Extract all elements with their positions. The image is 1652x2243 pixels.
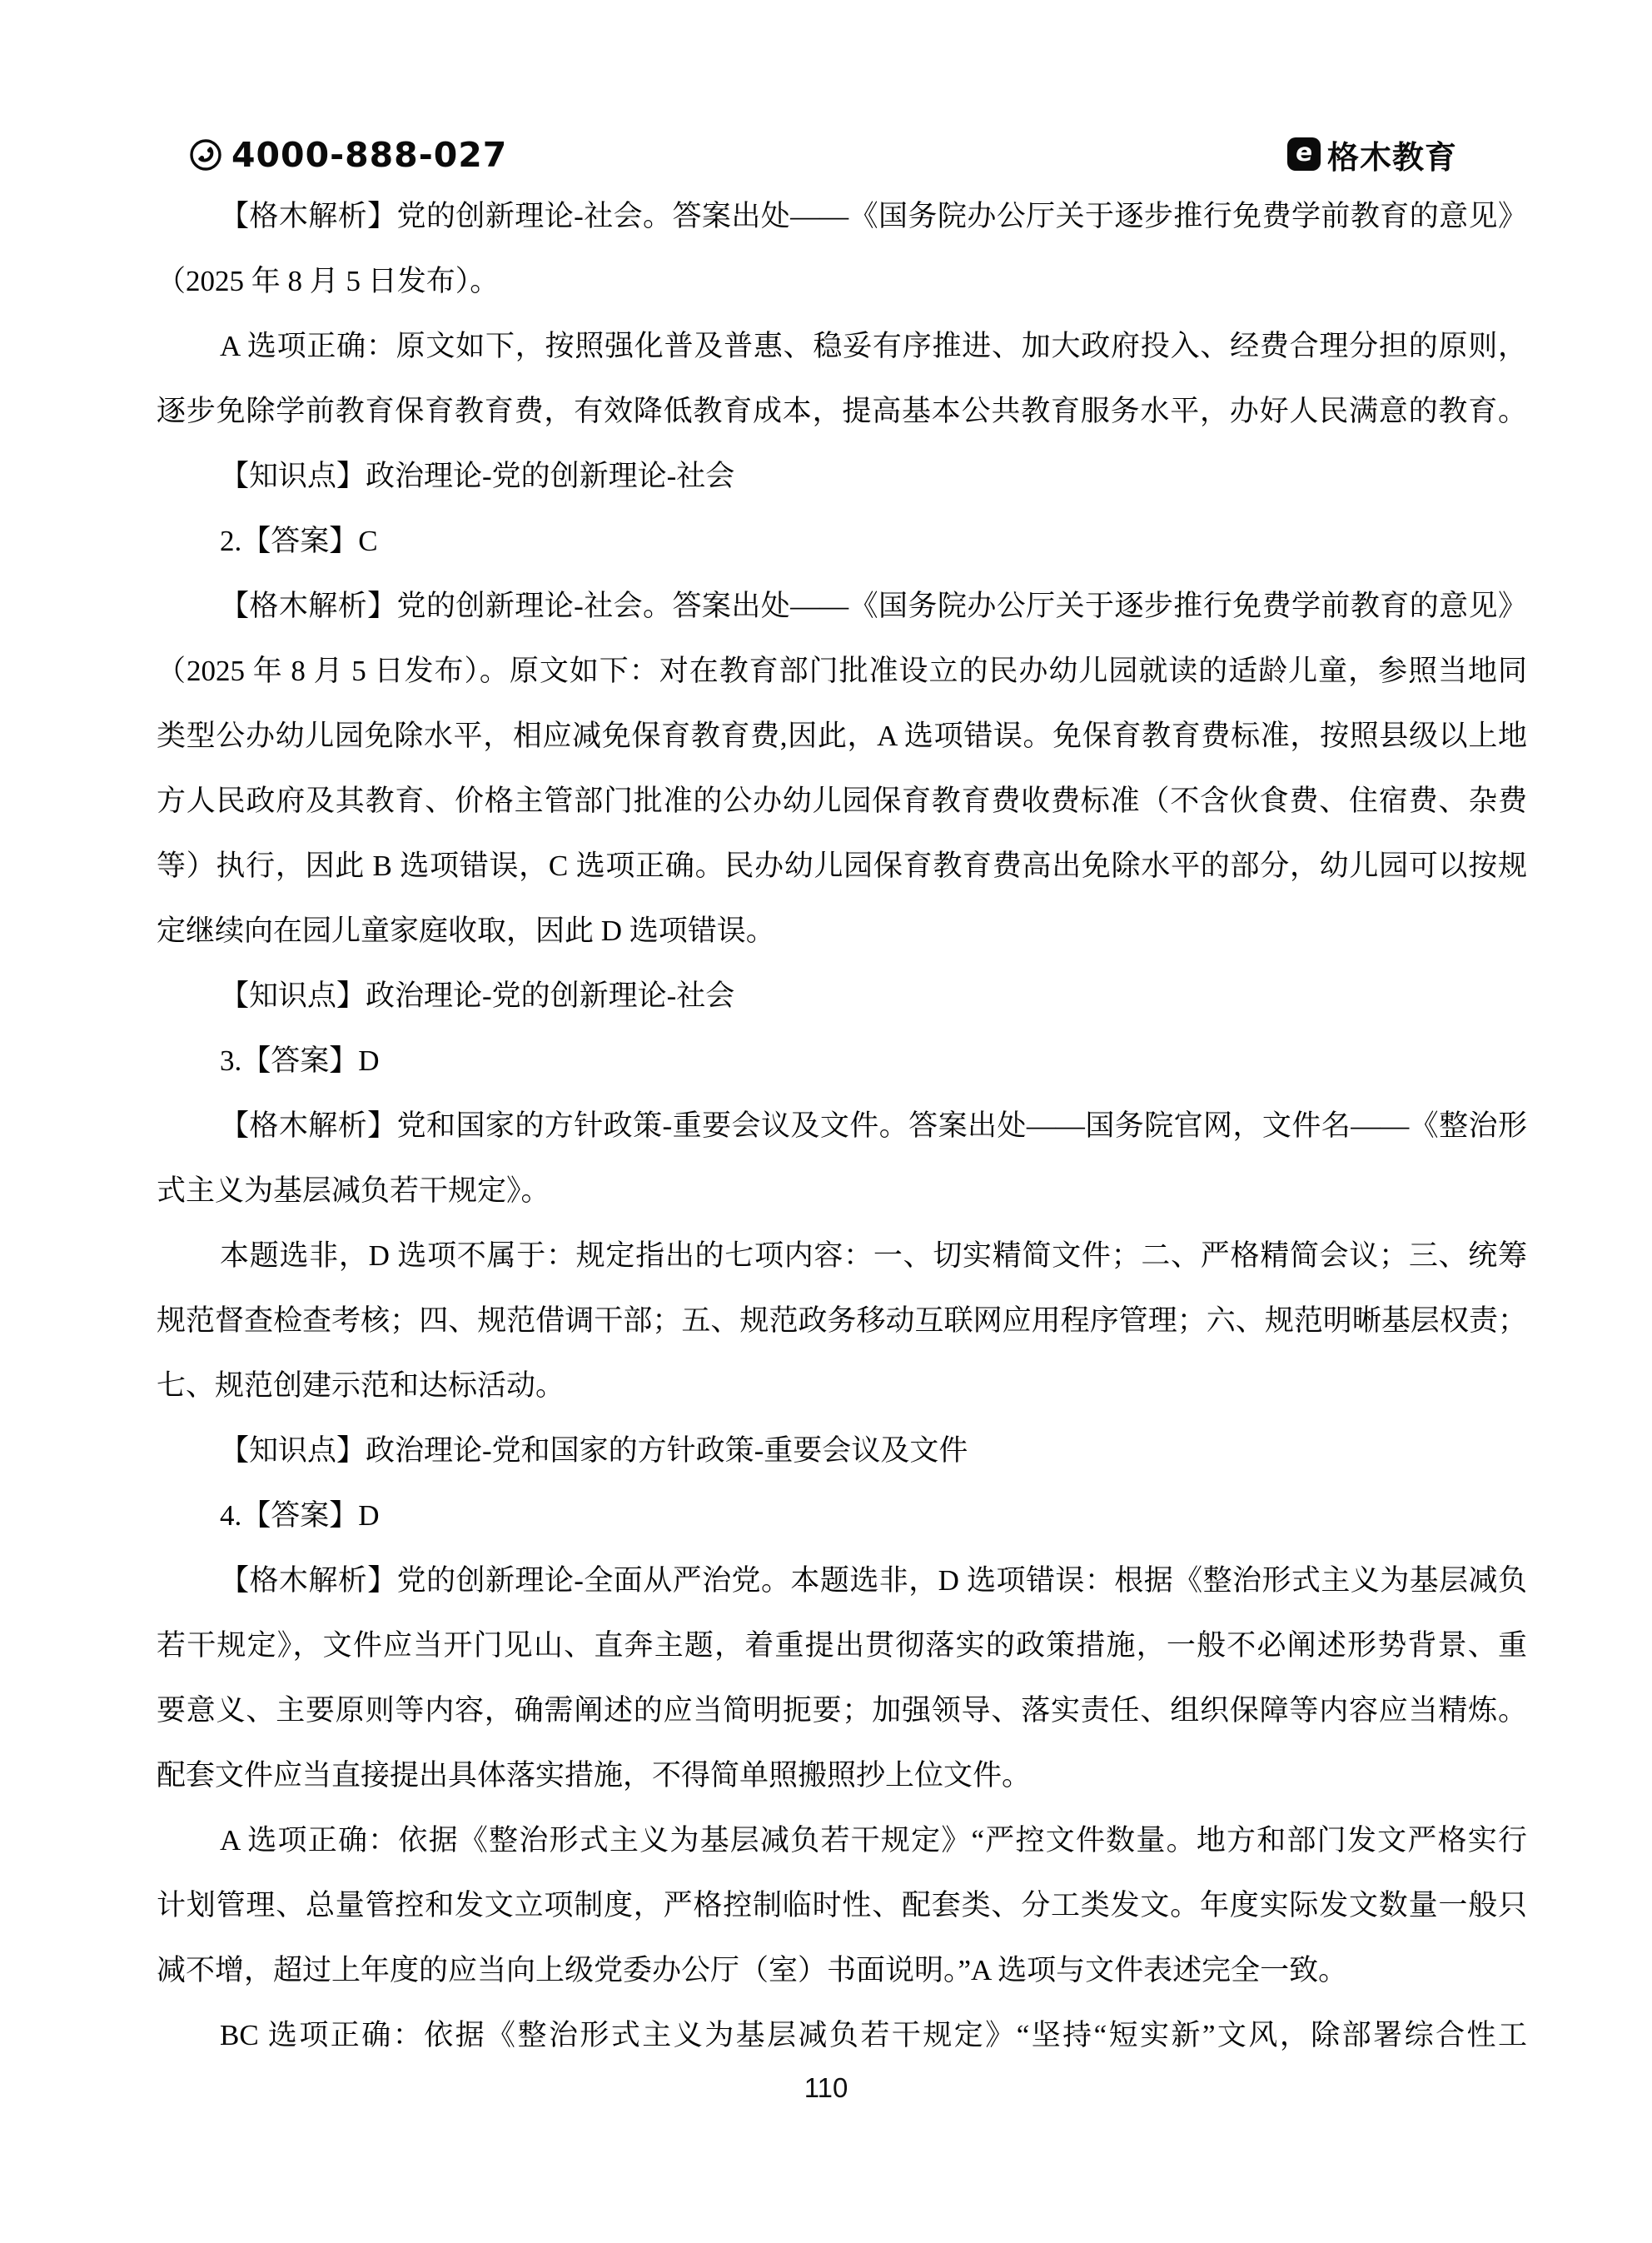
text-line: 【知识点】政治理论-党的创新理论-社会	[220, 460, 735, 492]
text-line: BC 选项正确：依据《整治形式主义为基层减负若干规定》“坚持“短实新”文风，除部署综合性工	[220, 2019, 1527, 2051]
brand-icon-letter: e	[1294, 138, 1315, 167]
text-line: 式主义为基层减负若干规定》。	[157, 1174, 550, 1207]
brand-leaf-icon	[1287, 137, 1321, 171]
text-line: 【格木解析】党的创新理论-社会。答案出处——《国务院办公厅关于逐步推行免费学前教育的意见》	[220, 200, 1527, 232]
phone-icon	[188, 137, 223, 172]
text-line: 类型公办幼儿园免除水平，相应减免保育教育费,因此，A 选项错误。免保育教育费标准，按照县级以上地	[157, 720, 1527, 752]
text-line: 【格木解析】党和国家的方针政策-重要会议及文件。答案出处——国务院官网，文件名——《整治形	[220, 1109, 1527, 1142]
text-line: 【知识点】政治理论-党的创新理论-社会	[220, 979, 735, 1012]
phone-number: 4000-888-027	[231, 135, 508, 175]
text-line: 【格木解析】党的创新理论-社会。答案出处——《国务院办公厅关于逐步推行免费学前教育的意见》	[220, 590, 1527, 622]
text-line: 2.【答案】C	[220, 525, 378, 557]
brand-name: 格木教育	[1327, 138, 1458, 176]
text-line: （2025 年 8 月 5 日发布）。原文如下：对在教育部门批准设立的民办幼儿园就读的适龄儿童，参照当地同	[157, 655, 1527, 687]
header-phone	[188, 133, 507, 177]
text-line: 方人民政府及其教育、价格主管部门批准的公办幼儿园保育教育费收费标准（不含伙食费、住宿费、杂费	[157, 785, 1527, 817]
body-text	[157, 184, 1527, 2068]
text-line: 【知识点】政治理论-党和国家的方针政策-重要会议及文件	[220, 1434, 968, 1467]
text-line: 4.【答案】D	[220, 1499, 380, 1532]
text-line: 3.【答案】D	[220, 1044, 380, 1077]
text-line: （2025 年 8 月 5 日发布）。	[157, 265, 500, 297]
page-footer	[0, 2072, 1652, 2104]
text-line: 定继续向在园儿童家庭收取，因此 D 选项错误。	[157, 915, 775, 947]
text-line: 减不增，超过上年度的应当向上级党委办公厅（室）书面说明。”A 选项与文件表述完全一致。	[157, 1954, 1348, 1986]
text-line: 计划管理、总量管控和发文立项制度，严格控制临时性、配套类、分工类发文。年度实际发文数量一般只	[157, 1889, 1527, 1922]
text-line: 本题选非，D 选项不属于：规定指出的七项内容：一、切实精简文件；二、严格精简会议；三、统筹	[220, 1239, 1527, 1272]
text-line: A 选项正确：依据《整治形式主义为基层减负若干规定》“严控文件数量。地方和部门发文严格实行	[220, 1824, 1527, 1857]
text-line: 若干规定》，文件应当开门见山、直奔主题，着重提出贯彻落实的政策措施，一般不必阐述形势背景、重	[157, 1629, 1527, 1662]
text-line: 要意义、主要原则等内容，确需阐述的应当简明扼要；加强领导、落实责任、组织保障等内容应当精炼。	[157, 1694, 1527, 1727]
text-line: 配套文件应当直接提出具体落实措施，不得简单照搬照抄上位文件。	[157, 1759, 1032, 1792]
text-line: 等）执行，因此 B 选项错误，C 选项正确。民办幼儿园保育教育费高出免除水平的部分，幼儿园可以按规	[157, 850, 1527, 882]
text-line: 【格木解析】党的创新理论-全面从严治党。本题选非，D 选项错误：根据《整治形式主义为基层减负	[220, 1564, 1527, 1597]
text-line: 七、规范创建示范和达标活动。	[157, 1369, 565, 1402]
text-line: 规范督查检查考核；四、规范借调干部；五、规范政务移动互联网应用程序管理；六、规范明晰基层权责；	[157, 1304, 1527, 1337]
page-number: 110	[804, 2072, 848, 2103]
text-line: A 选项正确：原文如下，按照强化普及普惠、稳妥有序推进、加大政府投入、经费合理分担的原则，	[220, 330, 1527, 362]
brand-logo	[1287, 135, 1458, 176]
text-line: 逐步免除学前教育保育教育费，有效降低教育成本，提高基本公共教育服务水平，办好人民满意的教育。	[157, 395, 1527, 427]
